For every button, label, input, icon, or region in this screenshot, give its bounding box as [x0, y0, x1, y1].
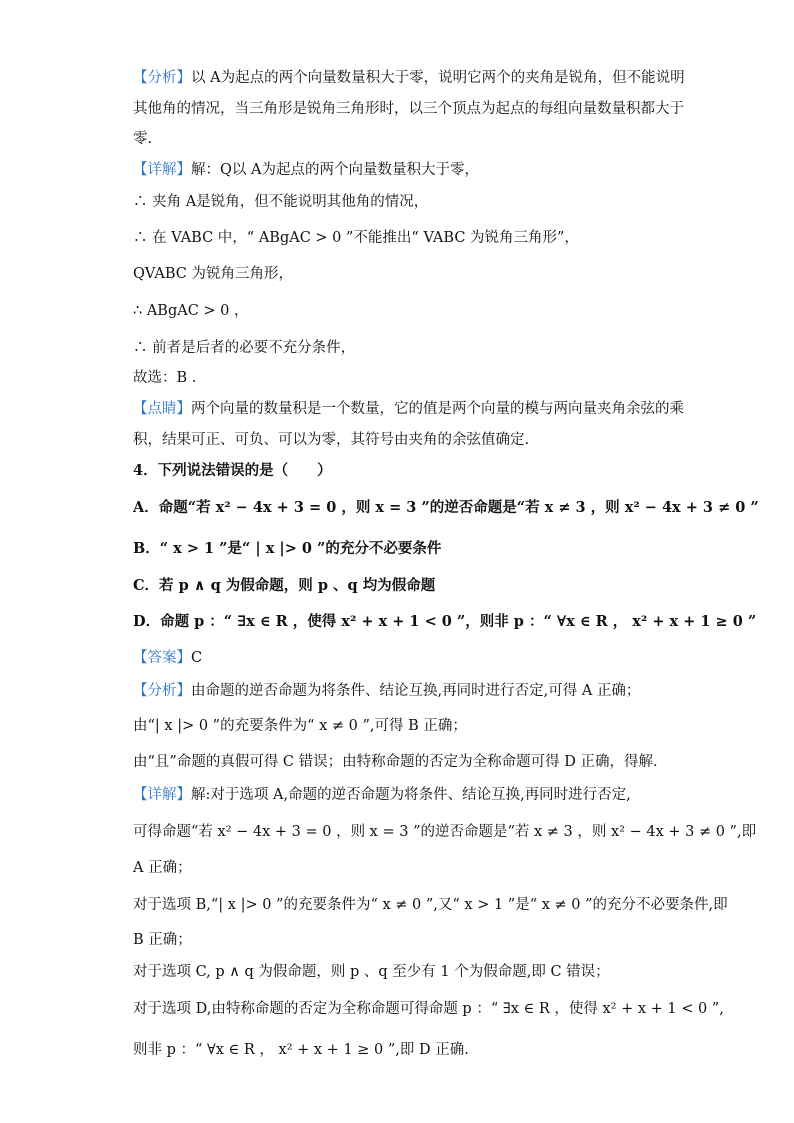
detail2-line-4: 对于选项 B,“| x |> 0 ”的充要条件为“ x ≠ 0 ”,又“ x > 1 ”是“ x ≠ 0 ”的充分不必要条件,即 [133, 897, 728, 913]
section-tag: 【分析】 [133, 70, 191, 86]
detail-line-4: QVABC 为锐角三角形， [133, 266, 293, 282]
detail2-line-6: 对于选项 C, p ∧ q 为假命题，则 p 、q 至少有 1 个为假命题,即 C 错误； [133, 964, 610, 980]
detail-line-1 [133, 160, 479, 180]
answer-value: C [191, 650, 203, 666]
detail-line-3: ∴ 在 VABC 中，“ ABgAC > 0 ”不能推出“ VABC 为锐角三角形”， [133, 230, 579, 246]
question-stem: 4．下列说法错误的是（ ） [133, 462, 332, 479]
detail-line-6: ∴ 前者是后者的必要不充分条件， [133, 340, 356, 356]
remark-line-1 [133, 399, 684, 419]
answer-line [133, 648, 202, 668]
line-text: 由命题的逆否命题为将条件、结论互换,再同时进行否定,可得 A 正确； [191, 683, 641, 699]
analysis-line-3: 零. [133, 131, 153, 147]
detail2-line-2: 可得命题“若 x² − 4x + 3 = 0 ，则 x = 3 ”的逆否命题是“若 x ≠ 3 ，则 x² − 4x + 3 ≠ 0 ”,即 [133, 824, 757, 840]
option-d: D．命题 p ：“ ∃x ∈ R ，使得 x² + x + 1 < 0 ”，则非 p ：“ ∀x ∈ R ， x² + x + 1 ≥ 0 ” [133, 613, 757, 630]
detail2-line-1 [133, 785, 631, 805]
analysis2-line-2: 由“| x |> 0 ”的充要条件为“ x ≠ 0 ”,可得 B 正确； [133, 718, 467, 734]
detail-line-5: ∴ ABgAC > 0 ， [133, 303, 249, 319]
analysis-line-1 [133, 68, 685, 88]
detail-line-2: ∴ 夹角 A是锐角，但不能说明其他角的情况， [133, 194, 429, 210]
line-text: 两个向量的数量积是一个数量，它的值是两个向量的模与两向量夹角余弦的乘 [191, 401, 684, 417]
section-tag: 【详解】 [133, 787, 191, 803]
analysis-line-2: 其他角的情况，当三角形是锐角三角形时，以三个顶点为起点的每组向量数量积都大于 [133, 101, 684, 117]
line-text: 以 A为起点的两个向量数量积大于零，说明它两个的夹角是锐角，但不能说明 [191, 70, 685, 86]
detail2-line-5: B 正确； [133, 932, 192, 948]
option-c: C．若 p ∧ q 为假命题，则 p 、q 均为假命题 [133, 577, 436, 594]
section-tag: 【分析】 [133, 683, 191, 699]
option-b: B．“ x > 1 ”是“ | x |> 0 ”的充分不必要条件 [133, 540, 442, 557]
line-text: 解：Q以 A为起点的两个向量数量积大于零， [191, 162, 479, 178]
remark-line-2: 积，结果可正、可负、可以为零，其符号由夹角的余弦值确定. [133, 432, 530, 448]
section-tag: 【点睛】 [133, 401, 191, 417]
detail2-line-8: 则非 p ：“ ∀x ∈ R ， x² + x + 1 ≥ 0 ”,即 D 正确. [133, 1042, 469, 1058]
option-a: A．命题“若 x² − 4x + 3 = 0 ，则 x = 3 ”的逆否命题是“若 x ≠ 3 ，则 x² − 4x + 3 ≠ 0 ” [133, 499, 759, 516]
detail-line-7: 故选：B . [133, 370, 197, 386]
analysis2-line-3: 由“且”命题的真假可得 C 错误；由特称命题的否定为全称命题可得 D 正确，得解. [133, 754, 658, 770]
line-text: 解:对于选项 A,命题的逆否命题为将条件、结论互换,再同时进行否定, [191, 787, 631, 803]
analysis2-line-1 [133, 681, 640, 701]
section-tag: 【详解】 [133, 162, 191, 178]
detail2-line-7: 对于选项 D,由特称命题的否定为全称命题可得命题 p ：“ ∃x ∈ R ，使得 x² + x + 1 < 0 ”, [133, 1001, 724, 1017]
section-tag: 【答案】 [133, 650, 191, 666]
detail2-line-3: A 正确； [133, 860, 192, 876]
